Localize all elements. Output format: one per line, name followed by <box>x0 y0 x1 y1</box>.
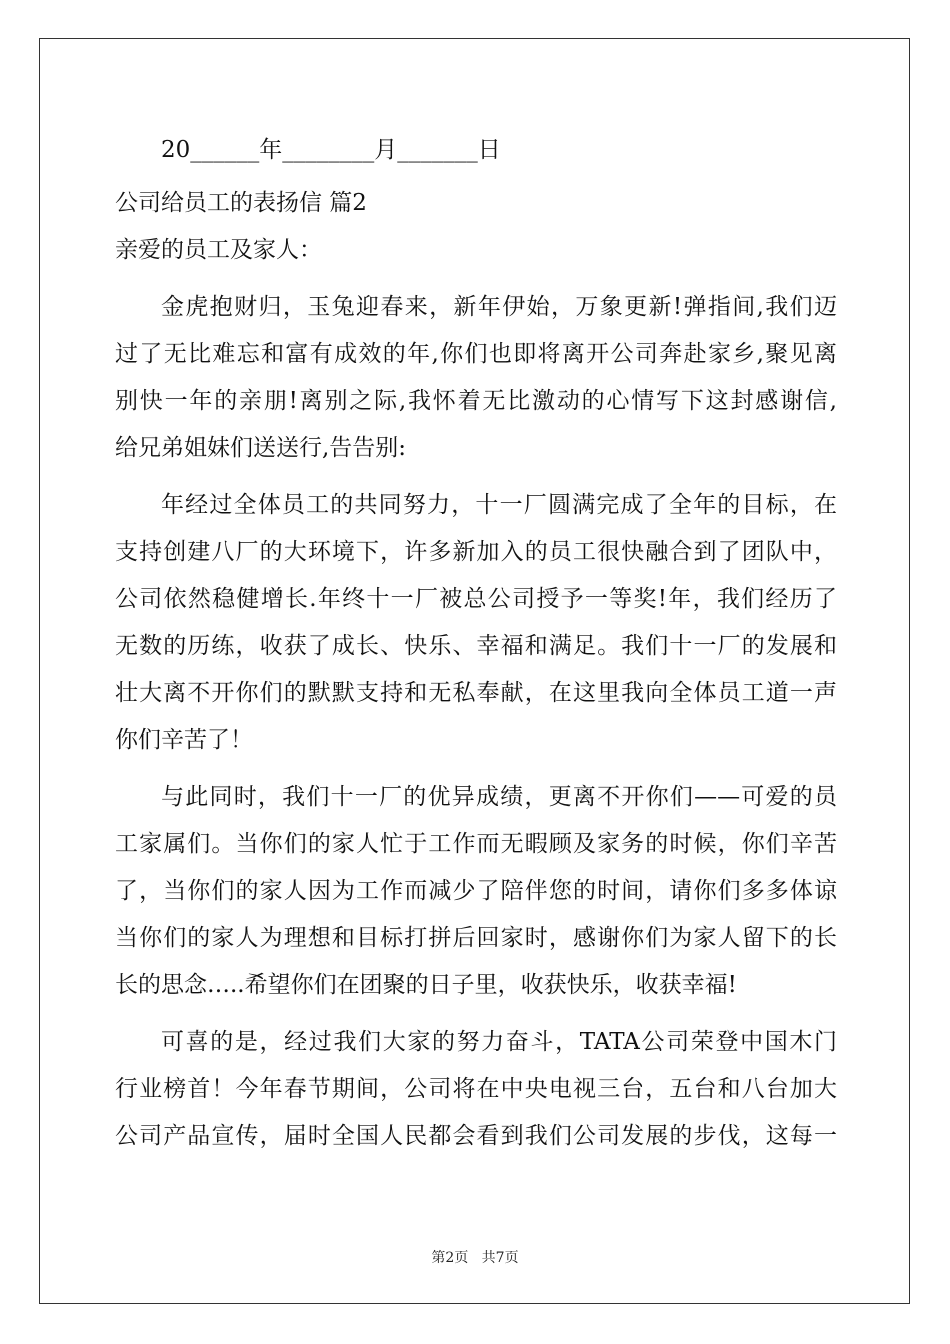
salutation: 亲爱的员工及家人： <box>115 237 322 263</box>
paragraph-line: 壮大离不开你们的默默支持和无私奉献，在这里我向全体员工道一声 <box>115 680 837 706</box>
paragraph-line: 当你们的家人为理想和目标打拼后回家时，感谢你们为家人留下的长 <box>115 925 837 951</box>
page-number-footer: 第2页 共7页 <box>431 1250 519 1266</box>
paragraph-line: 了，当你们的家人因为工作而减少了陪伴您的时间，请你们多多体谅 <box>115 878 837 904</box>
paragraph-line: 可喜的是，经过我们大家的努力奋斗，TATA公司荣登中国木门 <box>161 1029 837 1055</box>
paragraph-line: 过了无比难忘和富有成效的年,你们也即将离开公司奔赴家乡,聚见离 <box>115 341 837 367</box>
paragraph-line: 你们辛苦了！ <box>115 727 253 753</box>
document-body <box>115 127 837 1160</box>
paragraph-1 <box>115 284 837 472</box>
paragraph-line: 公司产品宣传，届时全国人民都会看到我们公司发展的步伐，这每一 <box>115 1123 837 1149</box>
paragraph-line: 工家属们。当你们的家人忙于工作而无暇顾及家务的时候，你们辛苦 <box>115 831 837 857</box>
paragraph-3 <box>115 774 837 1009</box>
paragraph-line: 支持创建八厂的大环境下，许多新加入的员工很快融合到了团队中， <box>115 539 837 565</box>
paragraph-line: 金虎抱财归，玉兔迎春来，新年伊始，万象更新!弹指间,我们迈 <box>161 294 837 320</box>
paragraph-line: 别快一年的亲朋!离别之际,我怀着无比激动的心情写下这封感谢信, <box>115 388 837 414</box>
paragraph-line: 给兄弟姐妹们送送行,告告别: <box>115 435 407 461</box>
paragraph-2 <box>115 482 837 764</box>
paragraph-line: 年经过全体员工的共同努力，十一厂圆满完成了全年的目标，在 <box>161 492 837 518</box>
paragraph-line: 公司依然稳健增长.年终十一厂被总公司授予一等奖!年，我们经历了 <box>115 586 837 612</box>
paragraph-4 <box>115 1019 837 1160</box>
paragraph-line: 长的思念…..希望你们在团聚的日子里，收获快乐，收获幸福! <box>115 972 737 998</box>
date-line: 20______年________月_______日 <box>161 137 501 163</box>
paragraph-line: 与此同时，我们十一厂的优异成绩，更离不开你们——可爱的员 <box>161 784 837 810</box>
paragraph-line: 行业榜首！今年春节期间，公司将在中央电视三台，五台和八台加大 <box>115 1076 837 1102</box>
paragraph-line: 无数的历练，收获了成长、快乐、幸福和满足。我们十一厂的发展和 <box>115 633 837 659</box>
document-title: 公司给员工的表扬信 篇2 <box>115 190 367 216</box>
